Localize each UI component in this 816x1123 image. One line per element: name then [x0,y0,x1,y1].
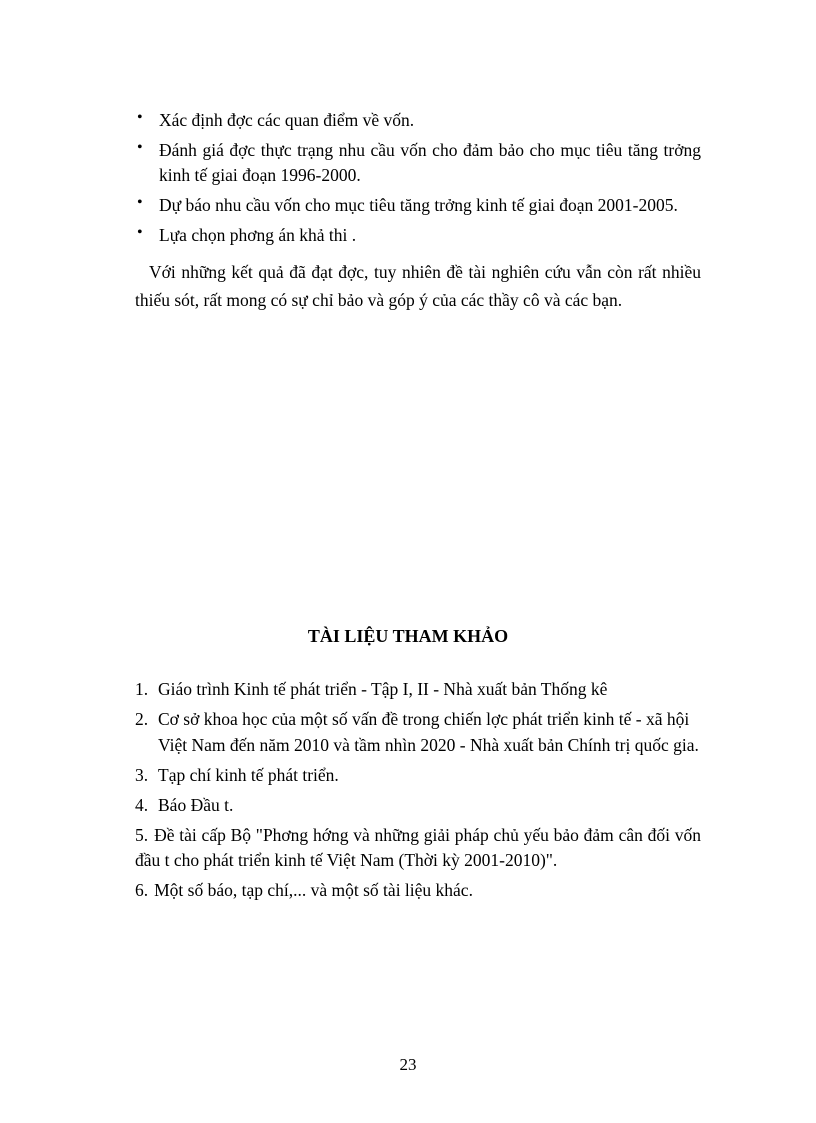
objective-text: Đánh giá đợc thực trạng nhu cầu vốn cho đảm bảo cho mục tiêu tăng trởng kinh tế giai đoạn 1996-2000. [159,140,701,185]
reference-item [135,793,701,819]
reference-item [135,823,701,874]
reference-item [135,707,701,758]
bullet-icon: • [137,194,143,211]
reference-number: 5. [135,824,149,845]
reference-text: Cơ sở khoa học của một số vấn đề trong chiến lợc phát triển kinh tế - xã hội Việt Nam đến năm 2010 và tầm nhìn 2020 - Nhà xuất bản Chính trị quốc gia. [158,709,699,755]
page-number: 23 [399,1055,417,1074]
references-list [135,677,701,908]
reference-number: 4. [135,794,149,815]
objective-text: Dự báo nhu cầu vốn cho mục tiêu tăng trởng kinh tế giai đoạn 2001-2005. [159,195,678,215]
reference-number: 6. [135,880,149,900]
reference-item [135,763,701,789]
reference-text: Báo Đầu t. [158,794,234,815]
list-item [135,108,701,133]
list-item [135,223,701,248]
reference-number: 2. [135,709,149,729]
bullet-icon: • [137,109,143,126]
conclusion-paragraph: Với những kết quả đã đạt đợc, tuy nhiên đề tài nghiên cứu vẫn còn rất nhiều thiếu sót, rất mong có sự chỉ bảo và góp ý của các thầy cô và các bạn. [135,262,701,310]
bullet-icon: • [137,224,143,241]
reference-text: Đề tài cấp Bộ "Phơng hớng và những giải pháp chủ yếu bảo đảm cân đối vốn đầu t cho phát triển kinh tế Việt Nam (Thời kỳ 2001-2010)". [135,824,701,870]
objectives-list [135,108,701,253]
objective-text: Lựa chọn phơng án khả thi . [159,225,357,245]
bullet-icon: • [137,139,143,156]
list-item [135,193,701,218]
reference-item [135,677,701,703]
references-title: TÀI LIỆU THAM KHẢO [307,626,509,646]
reference-text: Một số báo, tạp chí,... và một số tài liệu khác. [154,880,473,900]
reference-text: Tạp chí kinh tế phát triển. [158,764,339,785]
reference-number: 3. [135,764,149,785]
reference-number: 1. [135,679,149,699]
list-item [135,138,701,188]
reference-text: Giáo trình Kinh tế phát triển - Tập I, II - Nhà xuất bản Thống kê [158,679,608,699]
objective-text: Xác định đợc các quan điểm về vốn. [159,110,415,130]
reference-item [135,878,701,904]
